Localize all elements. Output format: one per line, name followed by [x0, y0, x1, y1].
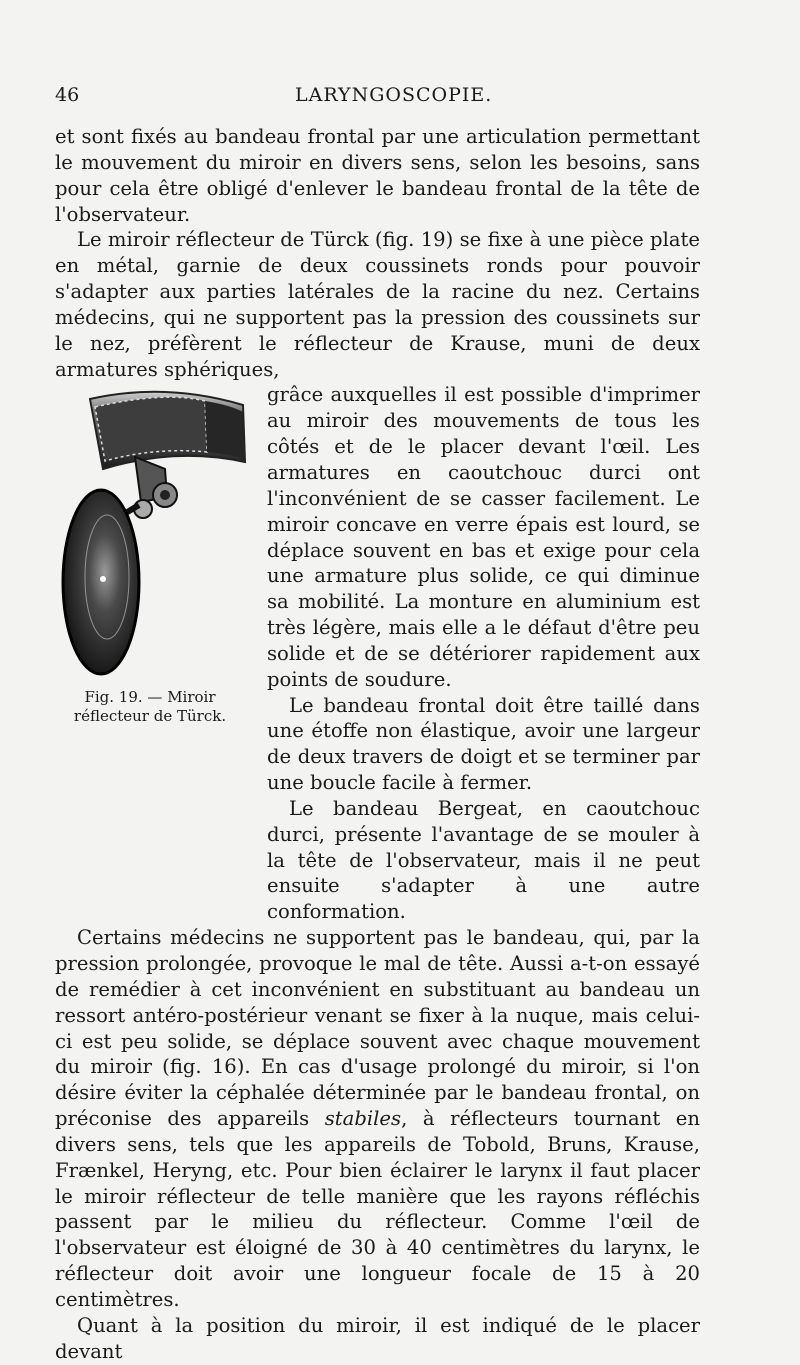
paragraph-7: Quant à la position du miroir, il est indiqué de le placer devant	[55, 1313, 700, 1363]
paragraph-1: et sont fixés au bandeau frontal par une articulation permettant le mouvement du miroir en divers sens, selon les besoins, sans pour cela être obligé d'enlever le bandeau frontal de la tête de l'observateur.	[55, 125, 700, 226]
mirror-reflector-illustration	[55, 377, 255, 682]
caption-line-2: réflecteur de Türck.	[73, 707, 227, 725]
paragraph-6-text: Certains médecins ne supportent pas le bandeau, qui, par la pression prolongée, provoque le mal de tête. Aussi a-t-on essayé de remédier à cet inconvénient en substituant au bandeau un ressort antéro-postérieur venant se fixer à la nuque, mais celui-ci est peu solide, se déplace souvent avec chaque mouvement du miroir (fig. 16). En cas d'usage prolongé du miroir, si l'on désire éviter la céphalée déterminée par le bandeau frontal, on préconise des appareils	[55, 926, 700, 1131]
paragraph-6	[55, 925, 700, 1313]
body-text	[55, 124, 700, 1365]
italic-word-stabiles: stabiles	[324, 1107, 402, 1131]
paragraph-3: grâce auxquelles il est possible d'imprimer au miroir des mouvements de tous les côtés et de le placer devant l'œil. Les armatures en caoutchouc durci ont l'inconvénient de se casser facilement. Le miroir concave en verre épais est lourd, se déplace souvent en bas et exige pour cela une armature plus solide, ce qui diminue sa mobilité. La monture en aluminium est très légère, mais elle a le défaut d'être peu solide et de se détériorer rapidement aux points de soudure.	[267, 383, 700, 691]
figure-19	[55, 377, 255, 727]
page-number: 46	[55, 84, 80, 106]
page-header	[55, 84, 700, 114]
paragraph-6-continued: , à réflecteurs tournant en divers sens, tels que les appareils de Tobold, Bruns, Krause, Frænkel, Heryng, etc. Pour bien éclairer le larynx il faut placer le miroir réflecteur de telle manière que les rayons réfléchis passent par le milieu du réflecteur. Comme l'œil de l'observateur est éloigné de 30 à 40 centimètres du larynx, le réflecteur doit avoir une longueur focale de 15 à 20 centimètres.	[55, 1107, 700, 1311]
caption-line-1: Fig. 19. — Miroir	[84, 688, 216, 706]
paragraph-4: Le bandeau frontal doit être taillé dans une étoffe non élastique, avoir une largeur de deux travers de doigt et se terminer par une boucle facile à fermer.	[267, 693, 700, 795]
paragraph-5: Le bandeau Bergeat, en caoutchouc durci, présente l'avantage de se mouler à la tête de l'observateur, mais il ne peut ensuite s'adapter à une autre conformation.	[267, 796, 700, 924]
running-title: LARYNGOSCOPIE.	[295, 84, 493, 106]
figure-caption	[55, 688, 245, 726]
paragraph-2: Le miroir réflecteur de Türck (fig. 19) se fixe à une pièce plate en métal, garnie de deux coussinets ronds pour pouvoir s'adapter aux parties latérales de la racine du nez. Certains médecins, qui ne supportent pas la pression des coussinets sur le nez, préfèrent le réflecteur de Krause, muni de deux armatures sphériques,	[55, 228, 700, 381]
